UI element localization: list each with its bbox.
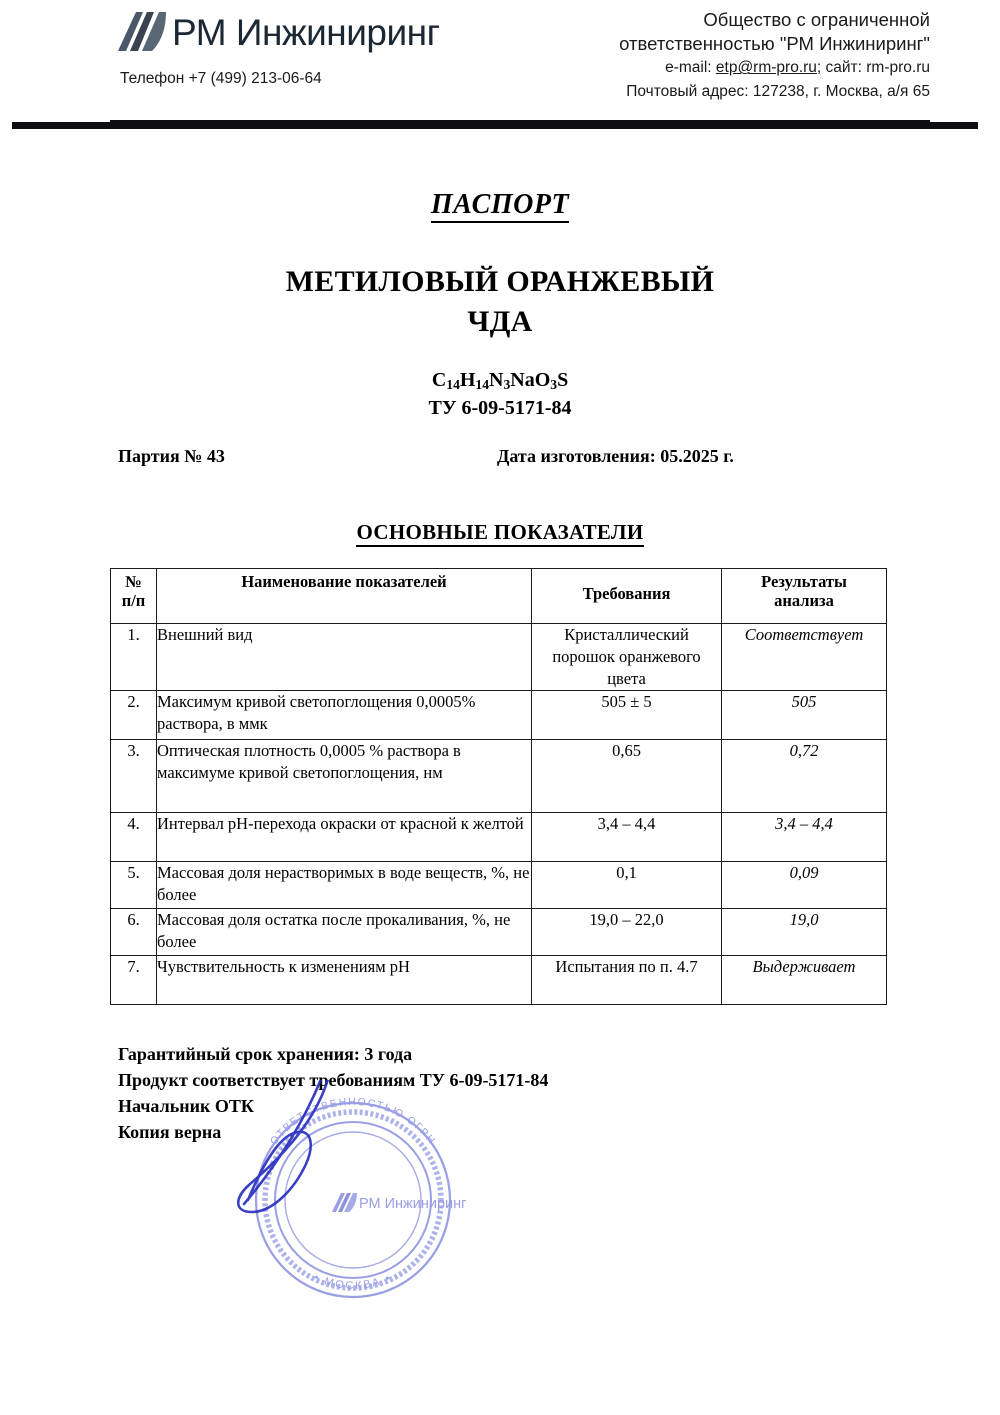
header-name xyxy=(157,569,532,624)
row-number: 2. xyxy=(111,691,157,740)
table-row xyxy=(111,740,887,813)
formula-block xyxy=(0,366,1000,423)
row-parameter-name: Интервал pH-перехода окраски от красной к желтой xyxy=(157,813,532,862)
row-requirement: 3,4 – 4,4 xyxy=(532,813,722,862)
row-requirement: Испытания по п. 4.7 xyxy=(532,956,722,1005)
warranty-period: Гарантийный срок хранения: 3 года xyxy=(118,1044,413,1064)
header-divider-rule xyxy=(12,122,978,129)
table-row xyxy=(111,624,887,691)
svg-text:ОТВЕТСТВЕННОСТЬЮ ОГРН: ОТВЕТСТВЕННОСТЬЮ ОГРН xyxy=(267,1095,439,1148)
svg-text:• МОСКВА •: • МОСКВА • xyxy=(312,1271,394,1293)
company-logo xyxy=(116,6,516,58)
table-row xyxy=(111,813,887,862)
parameters-table xyxy=(110,568,887,1005)
header-requirements-text: Требования xyxy=(582,584,671,603)
batch-date-row xyxy=(0,446,1000,470)
row-result: 505 xyxy=(722,691,887,740)
row-result: Соответствует xyxy=(722,624,887,691)
header-results xyxy=(722,569,887,624)
row-parameter-name: Максимум кривой светопоглощения 0,0005% раствора, в ммк xyxy=(157,691,532,740)
row-requirement: 0,1 xyxy=(532,862,722,909)
company-name-line1: Общество с ограниченной xyxy=(703,9,930,30)
email-link[interactable]: etp@rm-pro.ru xyxy=(715,59,817,77)
footer-block xyxy=(118,1042,548,1146)
header-name-text: Наименование показателей xyxy=(241,572,447,591)
row-result: 0,09 xyxy=(722,862,887,909)
seal-center-text: РМ Инжиниринг xyxy=(359,1196,467,1212)
row-number: 3. xyxy=(111,740,157,813)
letterhead xyxy=(0,0,1000,118)
product-name-line2: ЧДА xyxy=(467,304,533,338)
site-label: ; сайт: rm-pro.ru xyxy=(816,59,930,77)
table-row xyxy=(111,909,887,956)
row-result: 3,4 – 4,4 xyxy=(722,813,887,862)
row-requirement: 19,0 – 22,0 xyxy=(532,909,722,956)
row-requirement: 505 ± 5 xyxy=(532,691,722,740)
qc-head-label: Начальник ОТК xyxy=(118,1095,254,1116)
row-requirement: 0,65 xyxy=(532,740,722,813)
document-title xyxy=(0,189,1000,221)
header-no-line2: п/п xyxy=(121,591,146,611)
header-results-line2: анализа xyxy=(774,591,834,611)
rm-engineering-logo-icon xyxy=(116,9,168,55)
company-name-line2: ответственностью "РМ Инжиниринг" xyxy=(619,32,930,54)
logo-wordmark: РМ Инжиниринг xyxy=(172,11,440,53)
letterhead-right xyxy=(470,8,930,103)
table-row xyxy=(111,691,887,740)
company-email-line xyxy=(470,58,930,79)
table-row xyxy=(111,862,887,909)
section-title xyxy=(0,520,1000,545)
header-no-line1: № xyxy=(125,572,142,591)
row-parameter-name: Чувствительность к изменениям pH xyxy=(157,956,532,1005)
header-no xyxy=(111,569,157,624)
product-name xyxy=(0,262,1000,342)
copy-certified-label: Копия верна xyxy=(118,1121,222,1142)
table-header-row xyxy=(111,569,887,624)
letterhead-left xyxy=(116,6,516,88)
company-postal-address: Почтовый адрес: 127238, г. Москва, а/я 65 xyxy=(626,83,930,101)
row-result: 0,72 xyxy=(722,740,887,813)
row-number: 5. xyxy=(111,862,157,909)
row-parameter-name: Массовая доля нерастворимых в воде веществ, %, не более xyxy=(157,862,532,909)
row-parameter-name: Массовая доля остатка после прокаливания, %, не более xyxy=(157,909,532,956)
chemical-formula: $C_{14}H_{14}N_3NaO_3S$ xyxy=(431,369,569,392)
header-results-line1: Результаты xyxy=(761,572,847,591)
row-number: 1. xyxy=(111,624,157,691)
row-requirement: Кристаллический порошок оранжевого цвета xyxy=(532,624,722,691)
row-number: 4. xyxy=(111,813,157,862)
table-row xyxy=(111,956,887,1005)
manufacture-date: Дата изготовления: 05.2025 г. xyxy=(497,446,734,466)
document-title-text: ПАСПОРТ xyxy=(431,189,569,223)
header-requirements xyxy=(532,569,722,624)
row-parameter-name: Оптическая плотность 0,0005 % раствора в максимуме кривой светопоглощения, нм xyxy=(157,740,532,813)
row-parameter-name: Внешний вид xyxy=(157,624,532,691)
section-title-text: ОСНОВНЫЕ ПОКАЗАТЕЛИ xyxy=(356,520,643,547)
row-result: 19,0 xyxy=(722,909,887,956)
row-number: 7. xyxy=(111,956,157,1005)
row-number: 6. xyxy=(111,909,157,956)
specification-code: ТУ 6-09-5171-84 xyxy=(428,397,572,420)
row-result: Выдерживает xyxy=(722,956,887,1005)
compliance-statement: Продукт соответствует требованиям ТУ 6-09-5171-84 xyxy=(118,1069,549,1090)
product-name-line1: МЕТИЛОВЫЙ ОРАНЖЕВЫЙ xyxy=(285,265,715,298)
company-phone: Телефон +7 (499) 213-06-64 xyxy=(120,70,322,87)
batch-number: Партия № 43 xyxy=(118,446,225,466)
email-label: e-mail: xyxy=(665,59,716,77)
